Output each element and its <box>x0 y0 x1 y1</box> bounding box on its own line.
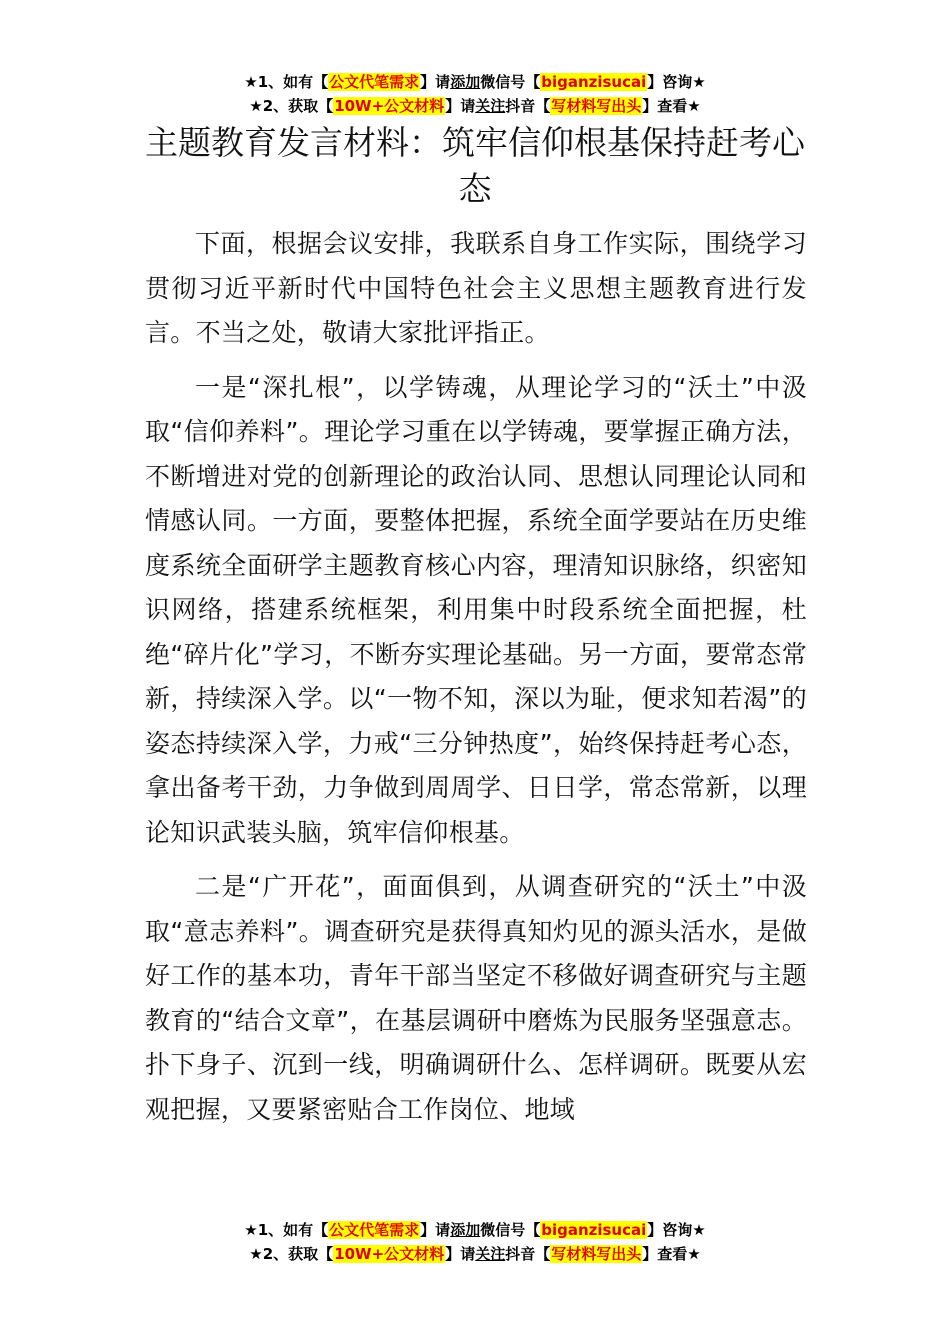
promo-text: 】请 <box>445 1245 476 1263</box>
promo-text: 微信号【 <box>480 73 541 91</box>
promo-text: 】请 <box>420 73 451 91</box>
promo-wechat-id: biganzisucai <box>541 1221 647 1239</box>
promo-highlight: 10W+公文材料 <box>334 1245 445 1263</box>
promo-text: ★2、获取【 <box>249 97 334 115</box>
promo-underlined: 关注 <box>475 97 506 115</box>
promo-highlight: 公文代笔需求 <box>329 1221 420 1239</box>
paragraph-intro: 下面，根据会议安排，我联系自身工作实际，围绕学习贯彻习近平新时代中国特色社会主义思想主题教育进行发言。不当之处，敬请大家批评指正。 <box>145 229 807 347</box>
promo-douyin-id: 写材料写出头 <box>551 1245 642 1263</box>
paragraph-point-one: 一是“深扎根”，以学铸魂，从理论学习的“沃土”中汲取“信仰养料”。理论学习重在以学铸魂，要掌握正确方法，不断增进对党的创新理论的政治认同、思想认同理论认同和情感认同。一方面，要整体把握，系统全面学要站在历史维度系统全面研学主题教育核心内容，理清知识脉络，织密知识网络，搭建系统框架，利用集中时段系统全面把握，杜绝“碎片化”学习，不断夯实理论基础。另一方面，要常态常新，持续深入学。以“一物不知，深以为耻，便求知若渴”的姿态持续深入学，力戒“三分钟热度”，始终保持赶考心态，拿出备考干劲，力争做到周周学、日日学，常态常新，以理论知识武装头脑，筑牢信仰根基。 <box>145 372 807 847</box>
promo-text: 】咨询★ <box>647 1221 706 1239</box>
promo-line-2 <box>0 1242 950 1266</box>
promo-underlined: 添加 <box>450 1221 481 1239</box>
promo-text: 微信号【 <box>480 1221 541 1239</box>
promo-text: ★2、获取【 <box>249 1245 334 1263</box>
promo-text: 抖音【 <box>505 97 551 115</box>
promo-text: 抖音【 <box>505 1245 551 1263</box>
promo-line-2 <box>0 94 950 118</box>
promo-text: 】查看★ <box>642 1245 701 1263</box>
promo-text: ★1、如有【 <box>244 73 329 91</box>
promo-banner-bottom <box>0 1218 950 1266</box>
paragraph-point-two: 二是“广开花”，面面俱到，从调查研究的“沃土”中汲取“意志养料”。调查研究是获得真知灼见的源头活水，是做好工作的基本功，青年干部当坚定不移做好调查研究与主题教育的“结合文章”，在基层调研中磨炼为民服务坚强意志。扑下身子、沉到一线，明确调研什么、怎样调研。既要从宏观把握，又要紧密贴合工作岗位、地域 <box>145 872 807 1124</box>
promo-banner-top <box>0 70 950 118</box>
promo-underlined: 添加 <box>450 73 481 91</box>
promo-line-1 <box>0 70 950 94</box>
document-body <box>145 222 807 1142</box>
promo-douyin-id: 写材料写出头 <box>551 97 642 115</box>
promo-line-1 <box>0 1218 950 1242</box>
promo-text: 】查看★ <box>642 97 701 115</box>
promo-text: ★1、如有【 <box>244 1221 329 1239</box>
document-title: 主题教育发言材料：筑牢信仰根基保持赶考心态 <box>145 123 805 208</box>
promo-text: 】请 <box>445 97 476 115</box>
promo-highlight: 10W+公文材料 <box>334 97 445 115</box>
promo-wechat-id: biganzisucai <box>541 73 647 91</box>
promo-underlined: 关注 <box>475 1245 506 1263</box>
promo-text: 】咨询★ <box>647 73 706 91</box>
promo-highlight: 公文代笔需求 <box>329 73 420 91</box>
promo-text: 】请 <box>420 1221 451 1239</box>
